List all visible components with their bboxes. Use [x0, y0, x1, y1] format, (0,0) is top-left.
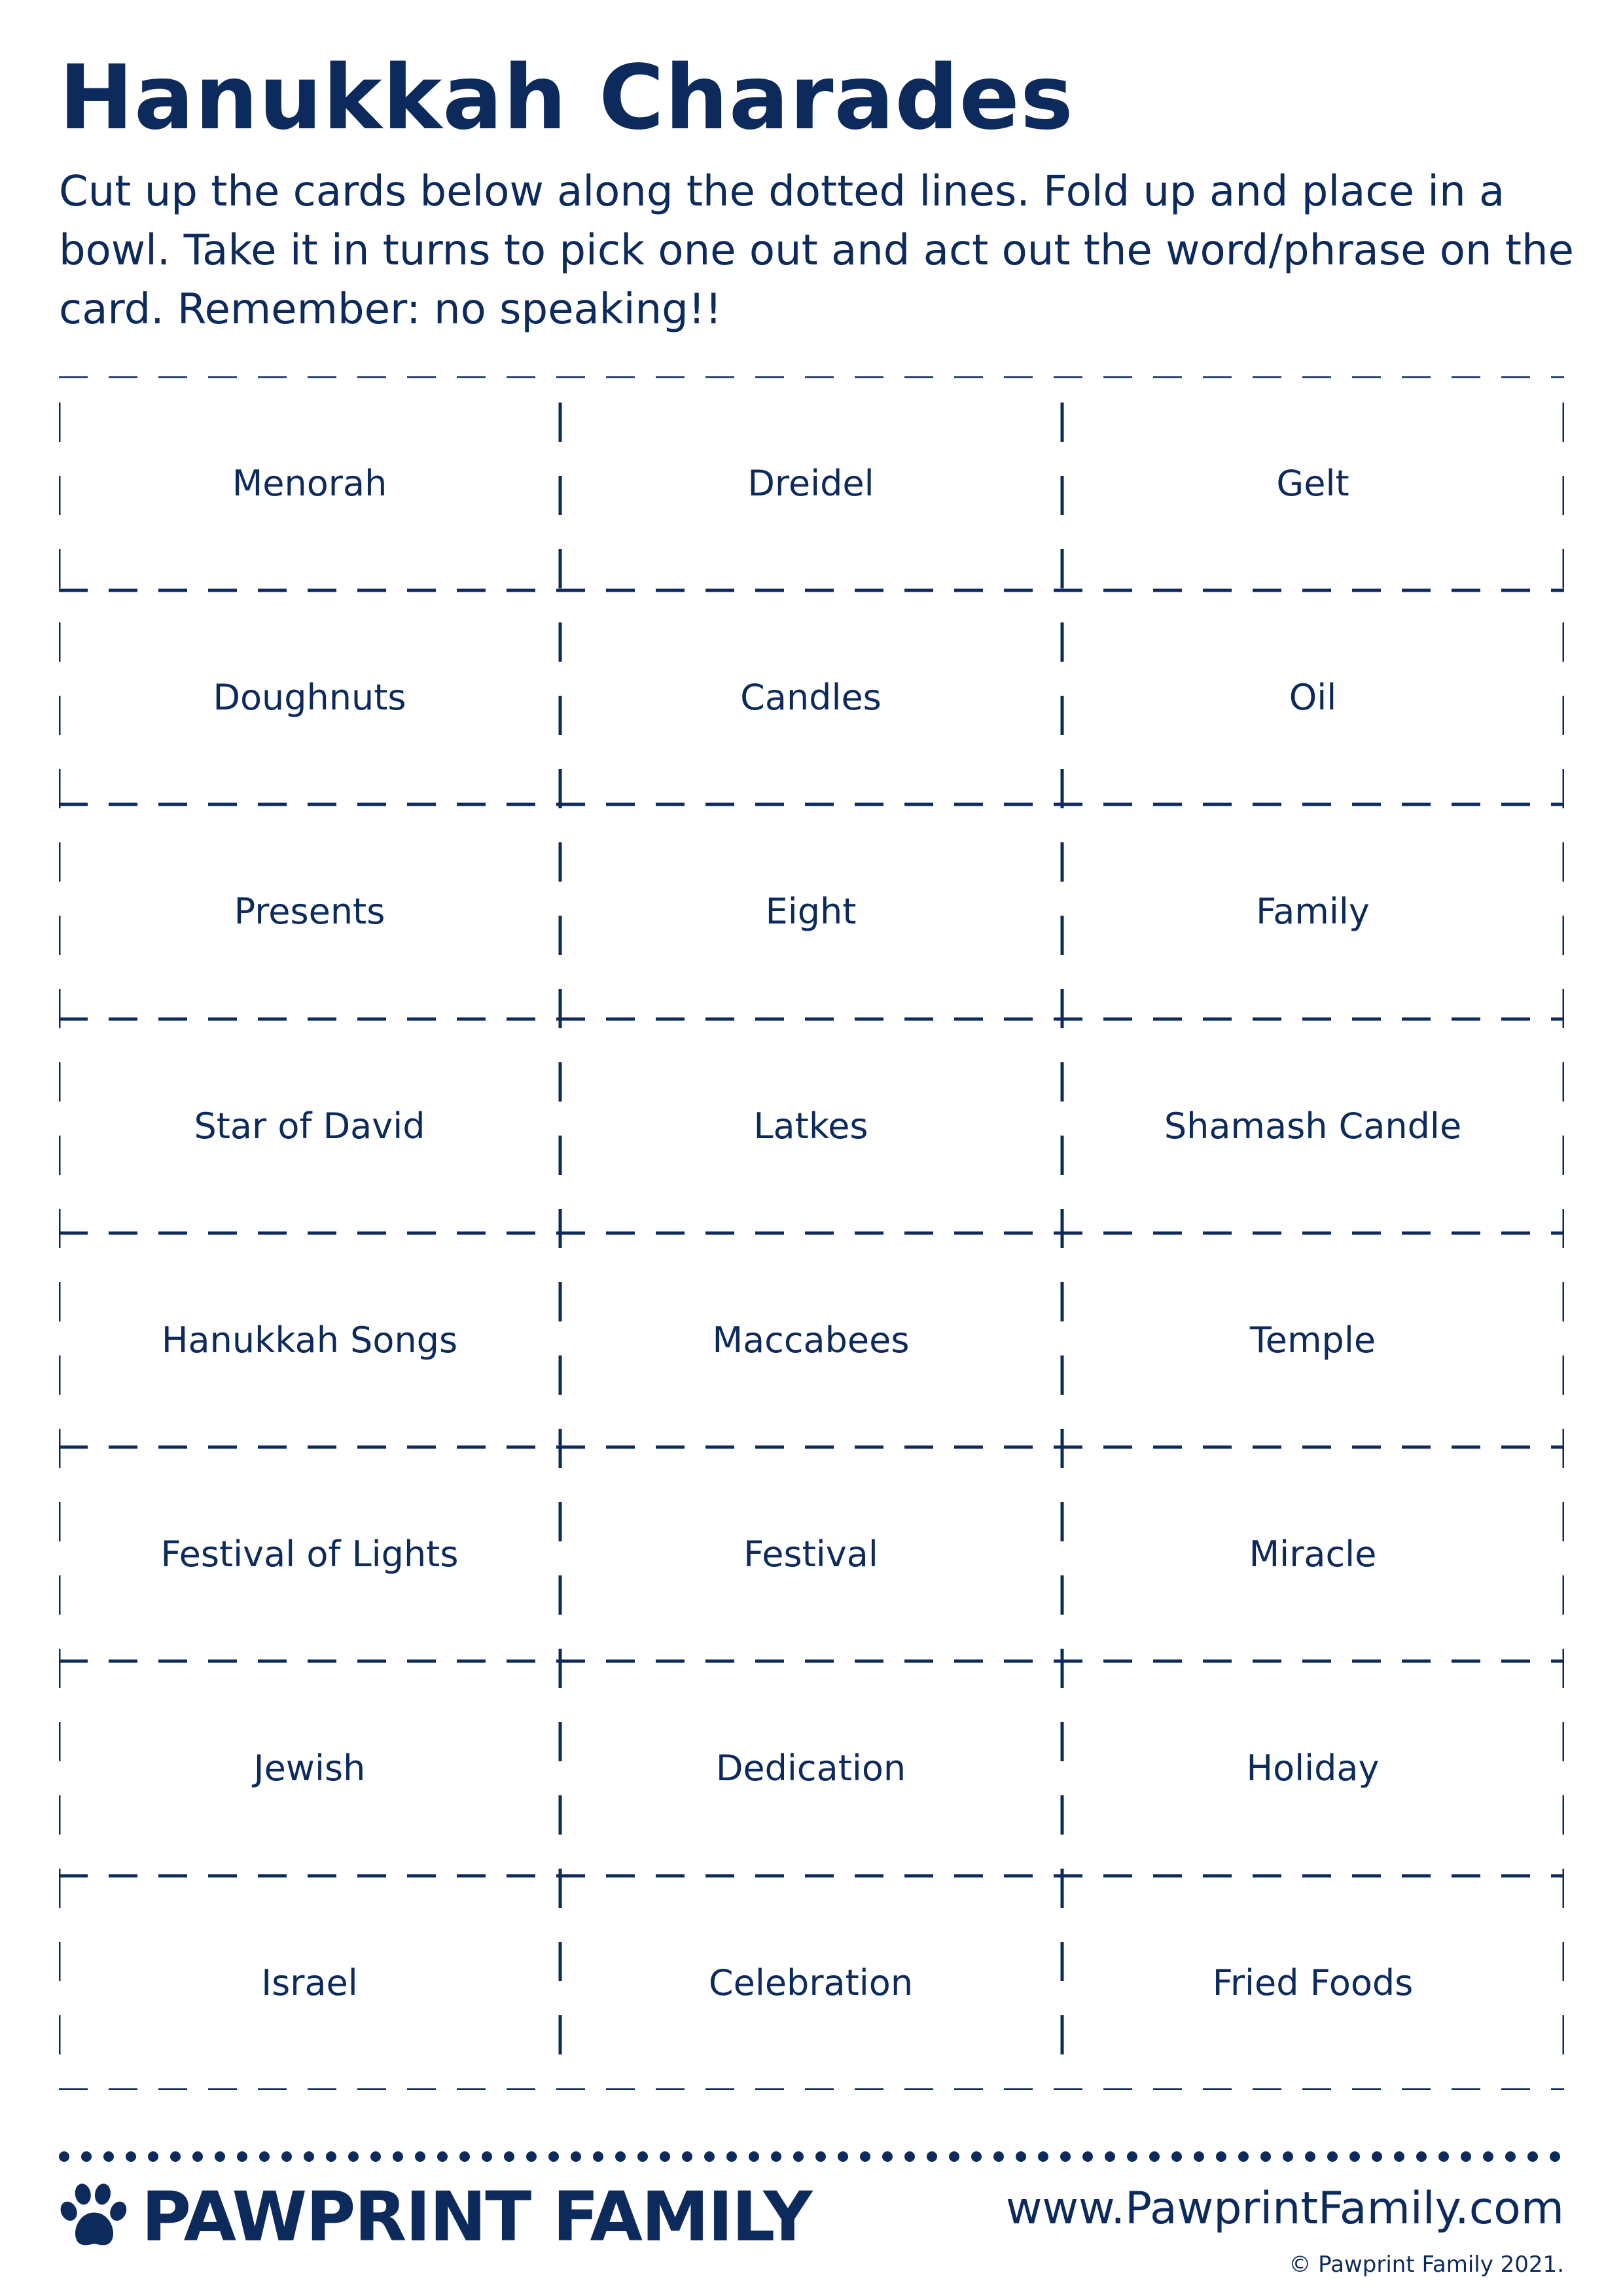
card-miracle: Miracle: [1249, 1534, 1377, 1575]
card-temple: Temple: [1249, 1319, 1376, 1361]
card-dreidel: Dreidel: [747, 463, 874, 504]
card-family: Family: [1256, 891, 1370, 932]
card-festival: Festival: [743, 1534, 878, 1575]
card-fried-foods: Fried Foods: [1212, 1962, 1414, 2003]
card-menorah: Menorah: [232, 463, 387, 504]
card-maccabees: Maccabees: [712, 1319, 910, 1361]
card-israel: Israel: [261, 1962, 358, 2003]
card-jewish: Jewish: [253, 1748, 366, 1789]
card-shamash-candle: Shamash Candle: [1164, 1105, 1462, 1147]
card-oil: Oil: [1289, 677, 1337, 718]
card-festival-of-lights: Festival of Lights: [160, 1534, 459, 1575]
instructions-text: Cut up the cards below along the dotted lines. Fold up and place in a bowl. Take it in turns to pick one out and act out the word/phrase on the card. Remember: no speaking!!: [59, 168, 1574, 334]
brand-logo: [59, 2174, 812, 2259]
copyright-notice: © Pawprint Family 2021.: [1289, 2251, 1564, 2278]
paw-print-icon: [59, 2181, 130, 2252]
card-eight: Eight: [765, 891, 857, 932]
website-url[interactable]: www.PawprintFamily.com: [1005, 2183, 1564, 2234]
footer-dotted-divider: [59, 2150, 1564, 2163]
card-star-of-david: Star of David: [194, 1105, 425, 1147]
card-gelt: Gelt: [1276, 463, 1349, 504]
card-holiday: Holiday: [1246, 1748, 1380, 1789]
card-presents: Presents: [234, 891, 385, 932]
card-celebration: Celebration: [708, 1962, 914, 2003]
card-doughnuts: Doughnuts: [213, 677, 406, 718]
charades-card-grid: [59, 376, 1564, 2090]
card-hanukkah-songs: Hanukkah Songs: [161, 1319, 458, 1361]
card-candles: Candles: [740, 677, 882, 718]
card-dedication: Dedication: [715, 1748, 906, 1789]
brand-name: PAWPRINT FAMILY: [141, 2177, 812, 2257]
page-title: Hanukkah Charades: [59, 46, 1074, 150]
card-latkes: Latkes: [753, 1105, 868, 1147]
